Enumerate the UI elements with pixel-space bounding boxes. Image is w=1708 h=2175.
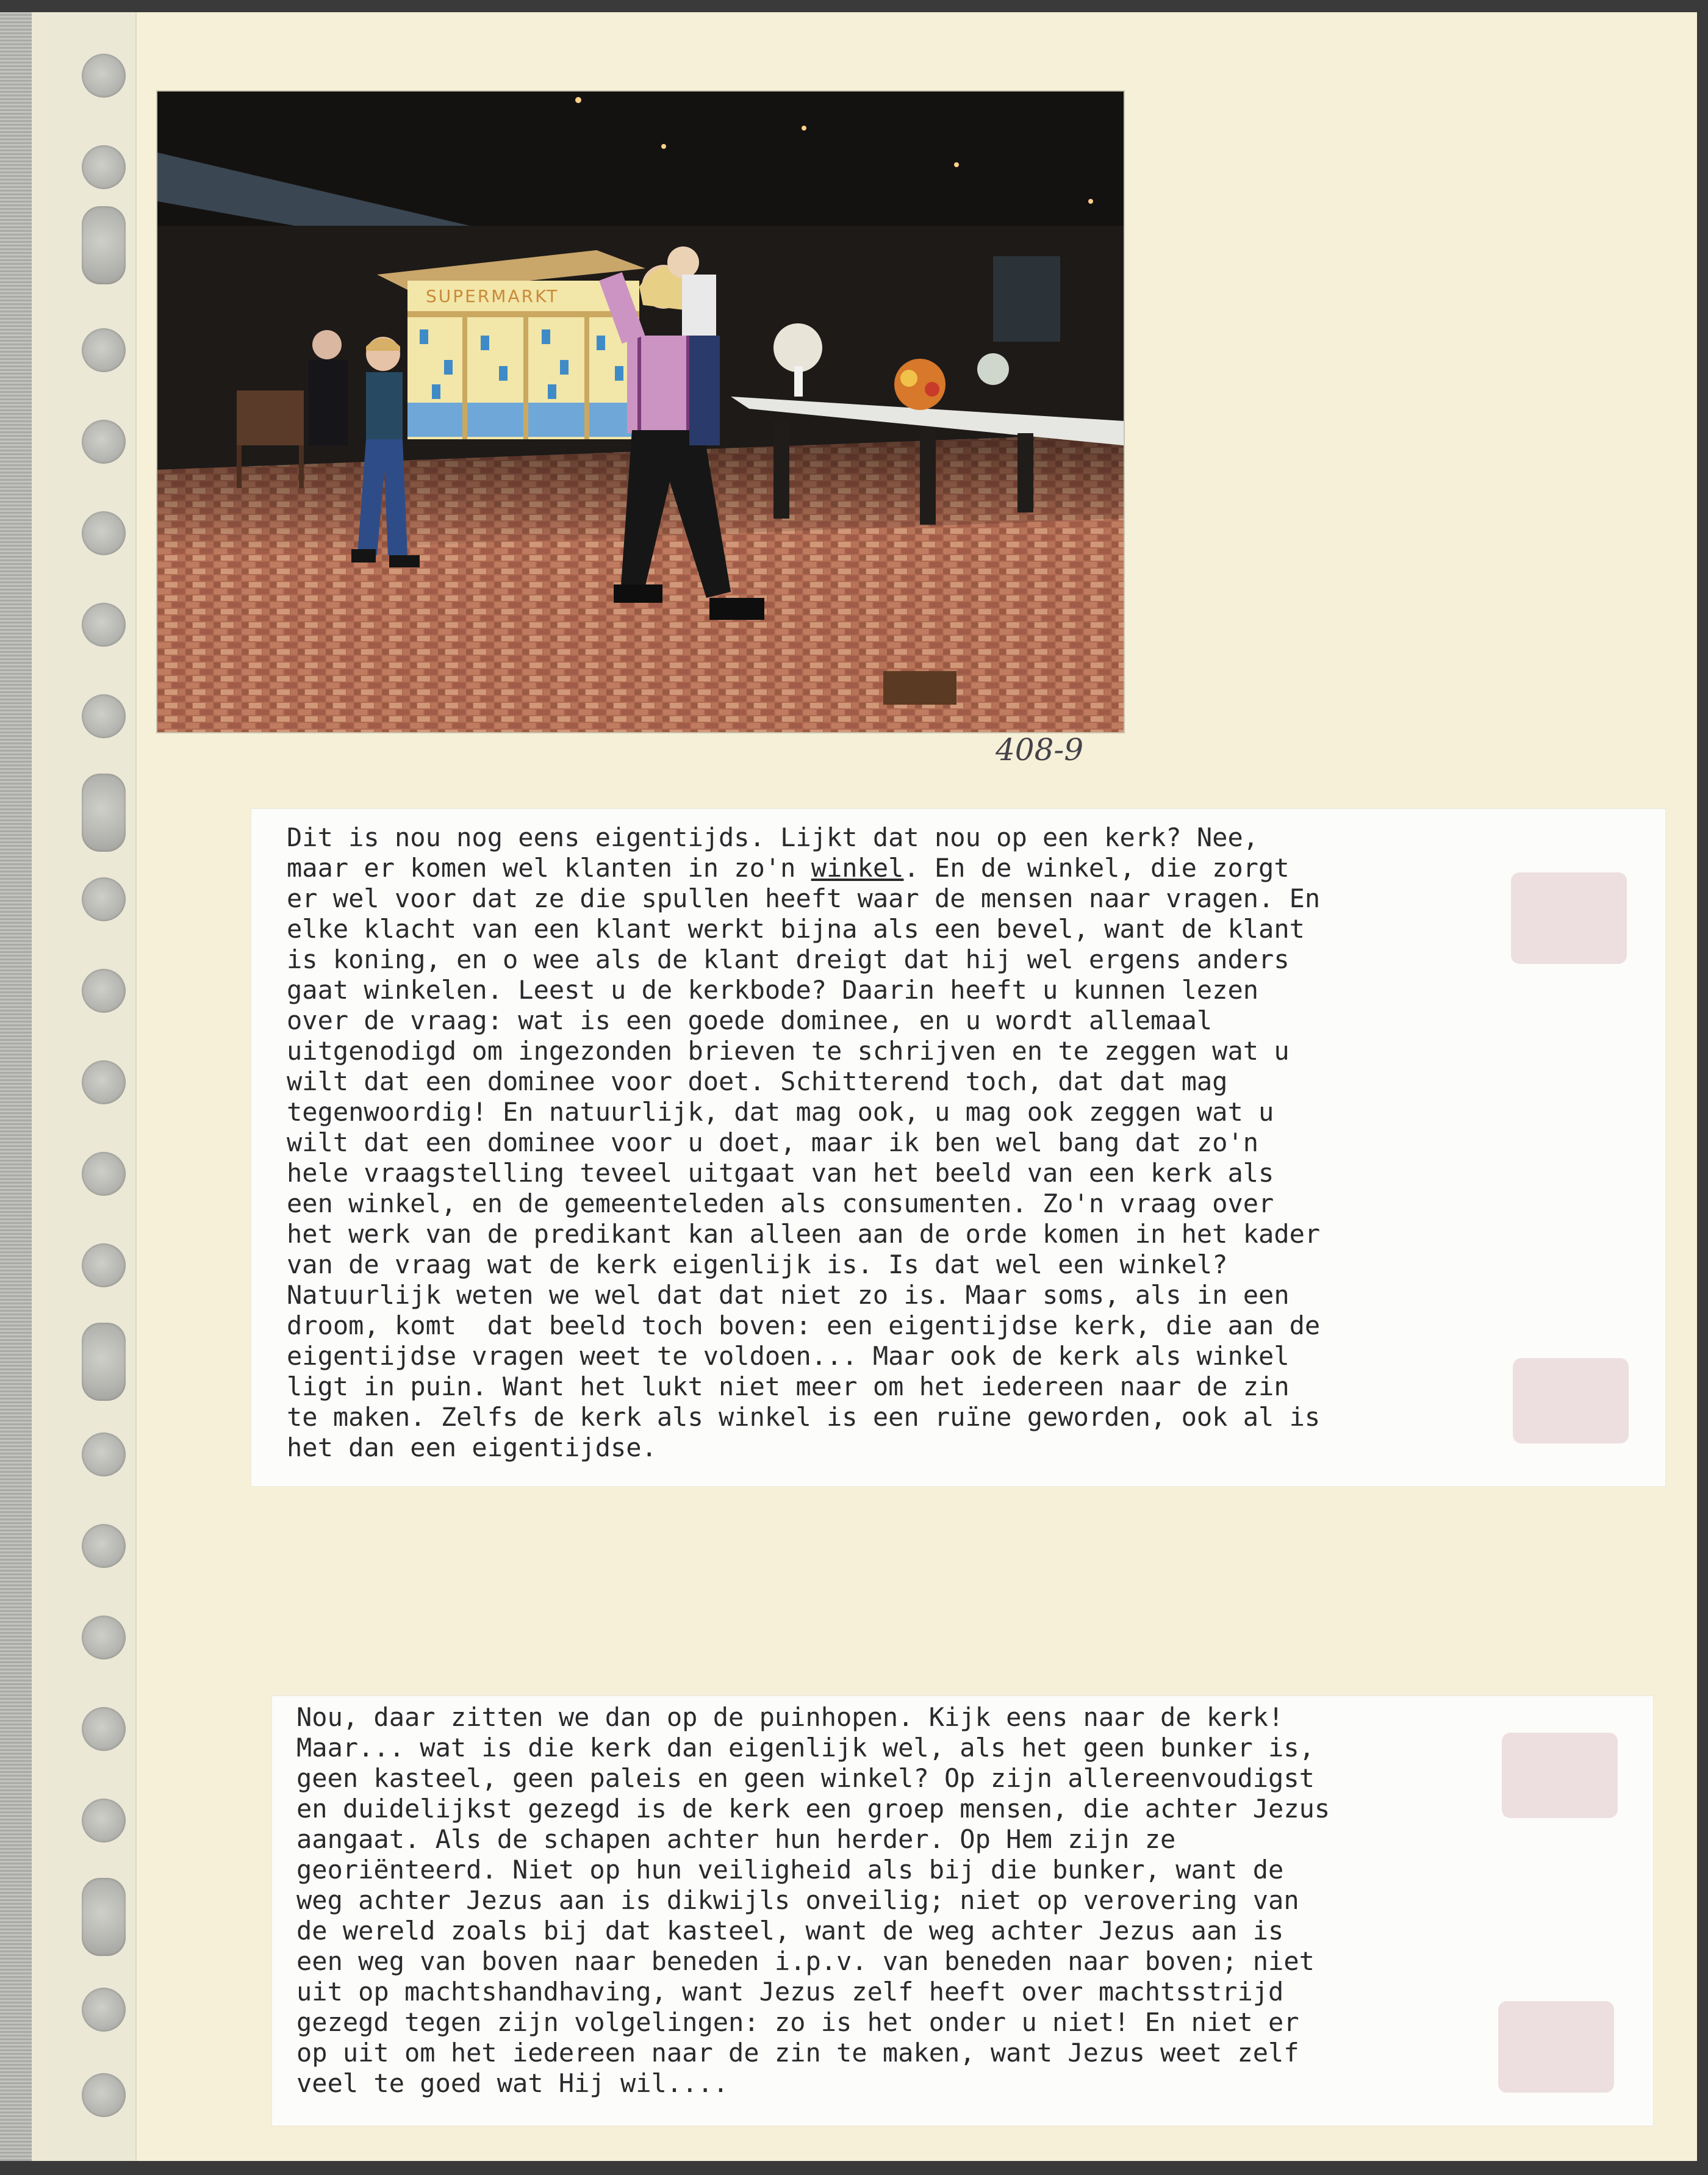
text-line: veel te goed wat Hij wil.... (296, 2068, 729, 2098)
punch-hole (82, 877, 126, 921)
text-line: georiënteerd. Niet op hun veiligheid als bij die bunker, want de (296, 1855, 1284, 1885)
punch-hole (82, 969, 126, 1013)
punch-hole (82, 145, 126, 189)
paragraph-1 (287, 822, 1320, 1463)
text-line: te maken. Zelfs de kerk als winkel is een ruïne geworden, ook al is (287, 1402, 1321, 1432)
underlined-word: winkel (811, 853, 904, 883)
punch-hole (82, 1878, 126, 1956)
punch-hole (82, 511, 126, 555)
photograph (156, 90, 1125, 733)
text-line: uit op machtshandhaving, want Jezus zelf heeft over machtsstrijd (296, 1977, 1284, 2007)
text-line: gaat winkelen. Leest u de kerkbode? Daarin heeft u kunnen lezen (287, 975, 1259, 1005)
text-line: een winkel, en de gemeenteleden als consumenten. Zo'n vraag over (287, 1188, 1274, 1218)
album-page (0, 12, 1697, 2161)
punch-hole (82, 2073, 126, 2117)
typed-text-card-1 (251, 809, 1665, 1486)
text-line: Maar... wat is die kerk dan eigenlijk wel, als het geen bunker is, (296, 1733, 1315, 1763)
punch-hole (82, 1243, 126, 1287)
adhesive-mark (1511, 872, 1627, 964)
punch-hole (82, 1060, 126, 1104)
punch-hole (82, 694, 126, 738)
text-line: tegenwoordig! En natuurlijk, dat mag ook, u mag ook zeggen wat u (287, 1097, 1274, 1127)
punch-hole (82, 328, 126, 372)
text-line: uitgenodigd om ingezonden brieven te schrijven en te zeggen wat u (287, 1036, 1290, 1066)
text-line: elke klacht van een klant werkt bijna als een bevel, want de klant (287, 914, 1305, 944)
punch-hole (82, 1433, 126, 1476)
text-line: eigentijdse vragen weet te voldoen... Maar ook de kerk als winkel (287, 1341, 1290, 1371)
text-line: ligt in puin. Want het lukt niet meer om het iedereen naar de zin (287, 1372, 1290, 1401)
text-line: aangaat. Als de schapen achter hun herder. Op Hem zijn ze (296, 1824, 1176, 1854)
text-line: hele vraagstelling teveel uitgaat van het beeld van een kerk als (287, 1158, 1274, 1188)
text-line: weg achter Jezus aan is dikwijls onveilig; niet op verovering van (296, 1885, 1299, 1915)
text-line: op uit om het iedereen naar de zin te maken, want Jezus weet zelf (296, 2038, 1299, 2068)
text-line: Nou, daar zitten we dan op de puinhopen. Kijk eens naar de kerk! (296, 1702, 1284, 1732)
text-line: Dit is nou nog eens eigentijds. Lijkt dat nou op een kerk? Nee, (287, 822, 1259, 852)
punch-hole (82, 774, 126, 852)
adhesive-mark (1498, 2001, 1614, 2093)
text-line: en duidelijkst gezegd is de kerk een groep mensen, die achter Jezus (296, 1794, 1330, 1824)
text-line: van de vraag wat de kerk eigenlijk is. Is dat wel een winkel? (287, 1249, 1228, 1279)
punch-hole (82, 1707, 126, 1751)
punch-hole (82, 1323, 126, 1401)
text-line: het werk van de predikant kan alleen aan de orde komen in het kader (287, 1219, 1321, 1249)
binding-strip (0, 12, 32, 2161)
punch-hole (82, 420, 126, 464)
punch-hole (82, 1524, 126, 1568)
supermarkt-sign: SUPERMARKT (426, 286, 559, 306)
handwritten-photo-number: 408-9 (996, 732, 1084, 768)
text-line: het dan een eigentijdse. (287, 1433, 657, 1462)
punch-hole (82, 1152, 126, 1196)
text-line: de wereld zoals bij dat kasteel, want de weg achter Jezus aan is (296, 1916, 1284, 1946)
punch-hole (82, 54, 126, 98)
paragraph-2 (296, 1702, 1330, 2099)
text-line: wilt dat een dominee voor u doet, maar ik ben wel bang dat zo'n (287, 1127, 1259, 1157)
text-line: maar er komen wel klanten in zo'n (287, 853, 811, 883)
punch-hole (82, 1988, 126, 2032)
typed-text-card-2 (272, 1696, 1653, 2126)
text-line: over de vraag: wat is een goede dominee, en u wordt allemaal (287, 1005, 1213, 1035)
text-line: gezegd tegen zijn volgelingen: zo is het onder u niet! En niet er (296, 2007, 1299, 2037)
punch-hole (82, 603, 126, 647)
text-line: . En de winkel, die zorgt (903, 853, 1290, 883)
punch-hole (82, 206, 126, 284)
sleeve-punched-margin (32, 12, 137, 2161)
adhesive-mark (1513, 1358, 1629, 1443)
punch-hole (82, 1616, 126, 1659)
text-line: geen kasteel, geen paleis en geen winkel? Op zijn allereenvoudigst (296, 1763, 1315, 1793)
text-line: wilt dat een dominee voor doet. Schitterend toch, dat dat mag (287, 1066, 1228, 1096)
text-line: een weg van boven naar beneden i.p.v. van beneden naar boven; niet (296, 1946, 1315, 1976)
adhesive-mark (1502, 1733, 1618, 1818)
text-line: Natuurlijk weten we wel dat dat niet zo is. Maar soms, als in een (287, 1280, 1290, 1310)
text-line: droom, komt dat beeld toch boven: een eigentijdse kerk, die aan de (287, 1310, 1321, 1340)
photo-scene (157, 92, 1124, 732)
punch-hole (82, 1799, 126, 1842)
text-line: er wel voor dat ze die spullen heeft waar de mensen naar vragen. En (287, 883, 1321, 913)
text-line: is koning, en o wee als de klant dreigt dat hij wel ergens anders (287, 944, 1290, 974)
